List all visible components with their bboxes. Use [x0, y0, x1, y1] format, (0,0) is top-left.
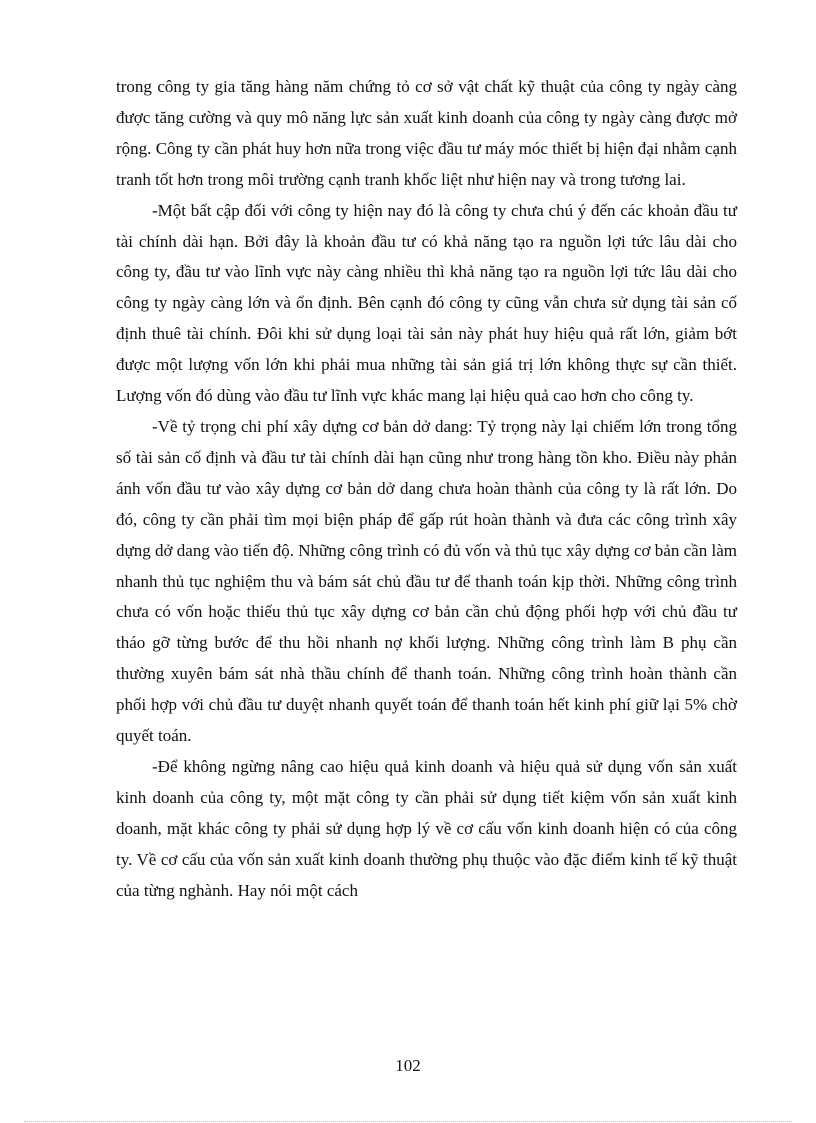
paragraph-capital-efficiency: -Để không ngừng nâng cao hiệu quả kinh doanh và hiệu quả sử dụng vốn sản xuất kinh doanh của công ty, một mặt công ty cần phải sử dụng tiết kiệm vốn sản xuất kinh doanh, mặt khác công ty phải sử dụng hợp lý về cơ cấu vốn kinh doanh hiện có của công ty. Về cơ cấu của vốn sản xuất kinh doanh thường phụ thuộc vào đặc điểm kinh tế kỹ thuật của từng nghành. Hay nói một cách [116, 756, 737, 900]
page-bottom-divider [24, 1121, 792, 1122]
page-number: 102 [395, 1056, 421, 1075]
body-text [116, 72, 737, 906]
paragraph-continuation: trong công ty gia tăng hàng năm chứng tỏ cơ sở vật chất kỹ thuật của công ty ngày càng được tăng cường và quy mô năng lực sản xuất kinh doanh của công ty ngày càng được mở rộng. Công ty cần phát huy hơn nữa trong việc đầu tư máy móc thiết bị hiện đại nhằm cạnh tranh tốt hơn trong môi trường cạnh tranh khốc liệt như hiện nay và trong tương lai. [116, 77, 737, 189]
paragraph-construction-cost: -Về tỷ trọng chi phí xây dựng cơ bản dở dang: Tỷ trọng này lại chiếm lớn trong tổng số tài sản cố định và đầu tư tài chính dài hạn cũng như trong hàng tồn kho. Điều này phản ánh vốn đầu tư vào xây dựng cơ bản dở dang chưa hoàn thành của công ty là rất lớn. Do đó, công ty cần phải tìm mọi biện pháp để gấp rút hoàn thành và đưa các công trình xây dựng dở dang vào tiến độ. Những công trình có đủ vốn và thủ tục xây dựng cơ bản cần làm nhanh thủ tục nghiệm thu và bám sát chủ đầu tư để thanh toán kịp thời. Những công trình chưa có vốn hoặc thiếu thủ tục xây dựng cơ bản cần chủ động phối hợp với chủ đầu tư tháo gỡ từng bước để thu hồi nhanh nợ khối lượng. Những công trình làm B phụ cần thường xuyên bám sát nhà thầu chính để thanh toán. Những công trình hoàn thành cần phối hợp với chủ đầu tư duyệt nhanh quyết toán để thanh toán hết kinh phí giữ lại 5% chờ quyết toán. [116, 416, 737, 746]
paragraph-financial-investment: -Một bất cập đối với công ty hiện nay đó là công ty chưa chú ý đến các khoản đầu tư tài chính dài hạn. Bởi đây là khoản đầu tư có khả năng tạo ra nguồn lợi tức lâu dài cho công ty, đầu tư vào lĩnh vực này càng nhiều thì khả năng tạo ra nguồn lợi tức lâu dài cho công ty ngày càng lớn và ổn định. Bên cạnh đó công ty cũng vẫn chưa sử dụng tài sản cố định thuê tài chính. Đôi khi sử dụng loại tài sản này phát huy hiệu quả rất lớn, giảm bớt được một lượng vốn lớn khi phải mua những tài sản giá trị lớn không thực sự cần thiết. Lượng vốn đó dùng vào đầu tư lĩnh vực khác mang lại hiệu quả cao hơn cho công ty. [116, 200, 737, 406]
